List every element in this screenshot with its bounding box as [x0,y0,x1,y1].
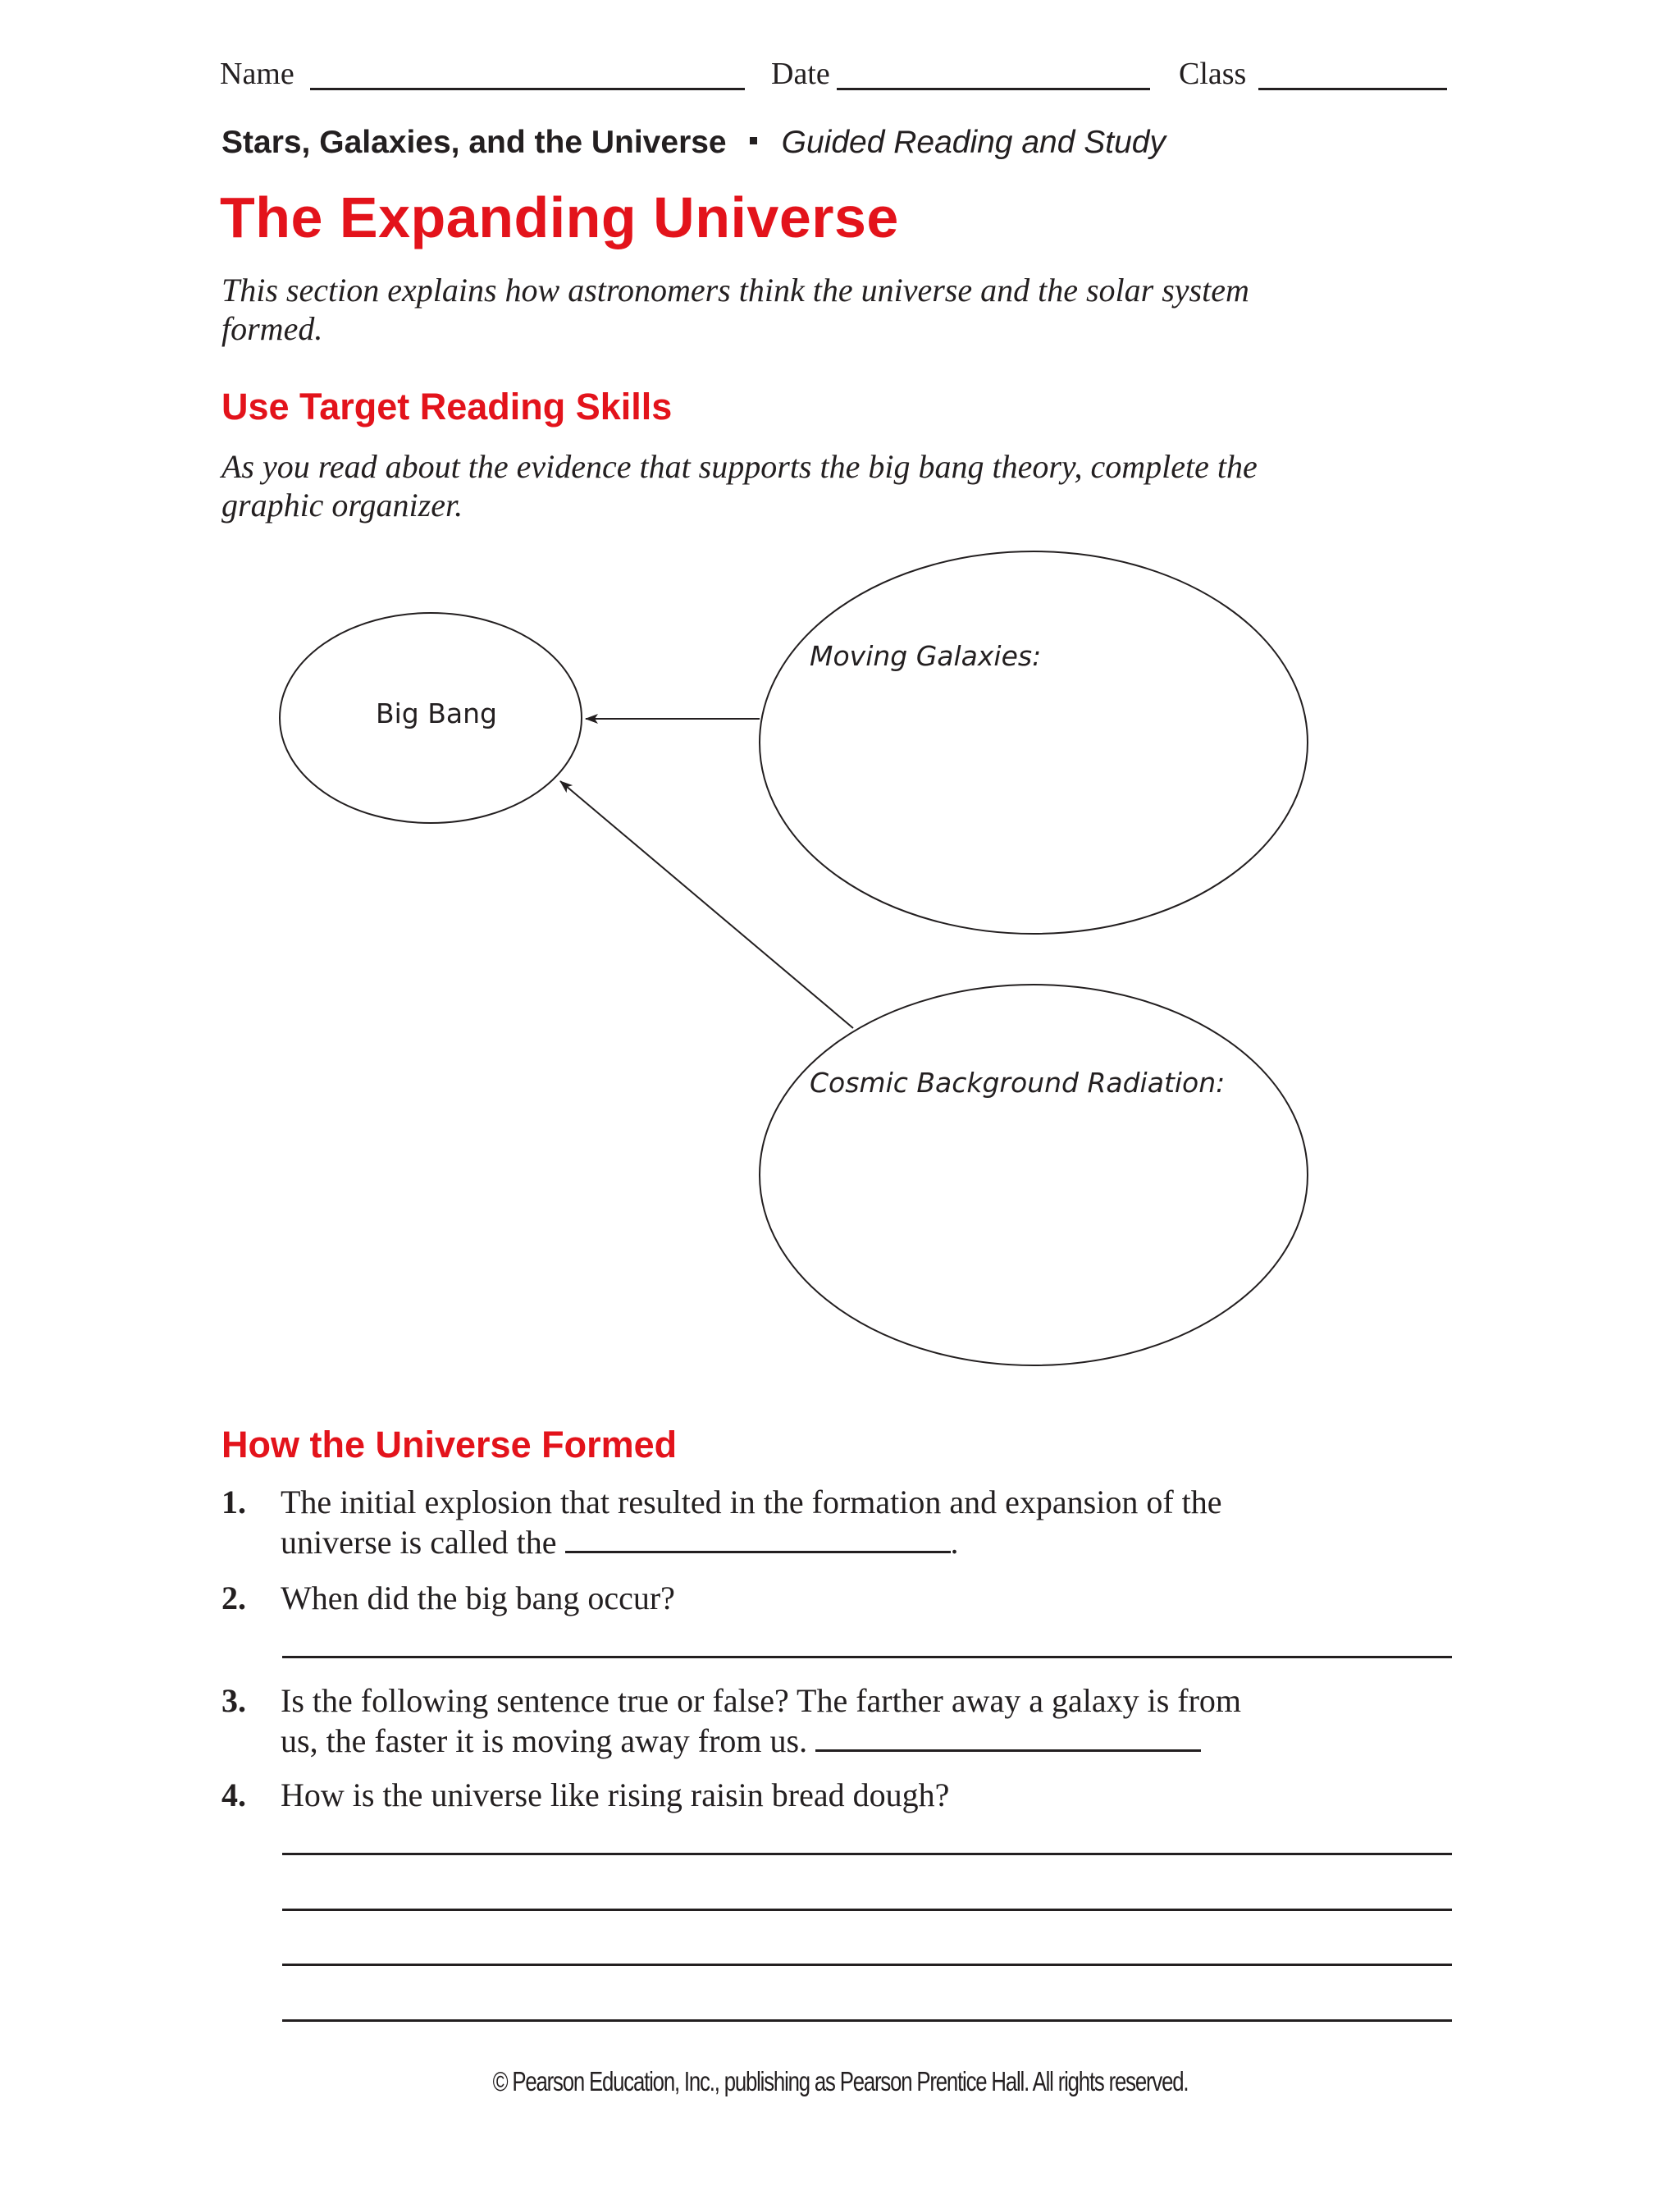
question-text: When did the big bang occur? [281,1580,675,1616]
question-text: Is the following sentence true or false? The farther away a galaxy is from [281,1682,1242,1719]
question-text-part: us, the faster it is moving away from us. [281,1722,808,1759]
question-3 [221,1680,1452,1763]
answer-line[interactable] [282,1909,1452,1911]
answer-blank[interactable] [565,1523,951,1553]
copyright-text: © Pearson Education, Inc., publishing as Pearson Prentice Hall. All rights reserved. [492,2066,1188,2096]
answer-blank[interactable] [815,1721,1201,1752]
question-text-cont [281,1721,1201,1761]
formation-heading: How the Universe Formed [221,1424,678,1465]
question-4 [221,1775,1452,1816]
moving-galaxies-label: Moving Galaxies: [810,640,1042,672]
question-number: 2. [221,1580,246,1616]
arrow-radiation-to-bigbang [560,781,853,1028]
page-title: The Expanding Universe [220,185,899,249]
target-reading-instructions: As you read about the evidence that supports the big bang theory, complete the graphic organizer. [221,448,1258,523]
question-text: How is the universe like rising raisin bread dough? [281,1776,950,1813]
book-title: Stars, Galaxies, and the Universe [221,125,727,160]
question-number: 3. [221,1682,246,1719]
cosmic-radiation-bubble[interactable] [760,985,1308,1365]
big-bang-label: Big Bang [376,697,497,729]
answer-line[interactable] [282,1964,1452,1966]
series-title: Guided Reading and Study [781,125,1166,160]
question-2 [221,1578,1452,1619]
name-label: Name [220,57,294,91]
question-1 [221,1482,1452,1564]
answer-line[interactable] [282,2019,1452,2022]
answer-line[interactable] [282,1853,1452,1855]
question-text: The initial explosion that resulted in the formation and expansion of the [281,1484,1222,1520]
question-text-part: universe is called the [281,1524,557,1561]
section-intro: This section explains how astronomers think the universe and the solar system formed. [221,272,1249,347]
class-label: Class [1179,57,1247,91]
target-reading-heading: Use Target Reading Skills [221,386,673,427]
moving-galaxies-bubble[interactable] [760,551,1308,934]
cosmic-radiation-label: Cosmic Background Radiation: [810,1067,1226,1099]
copyright-footer [0,2066,1680,2097]
date-label: Date [771,57,830,91]
question-text-cont [281,1522,959,1562]
question-number: 1. [221,1484,246,1520]
question-punctuation: . [950,1524,959,1561]
question-number: 4. [221,1776,246,1813]
answer-line[interactable] [282,1656,1452,1658]
